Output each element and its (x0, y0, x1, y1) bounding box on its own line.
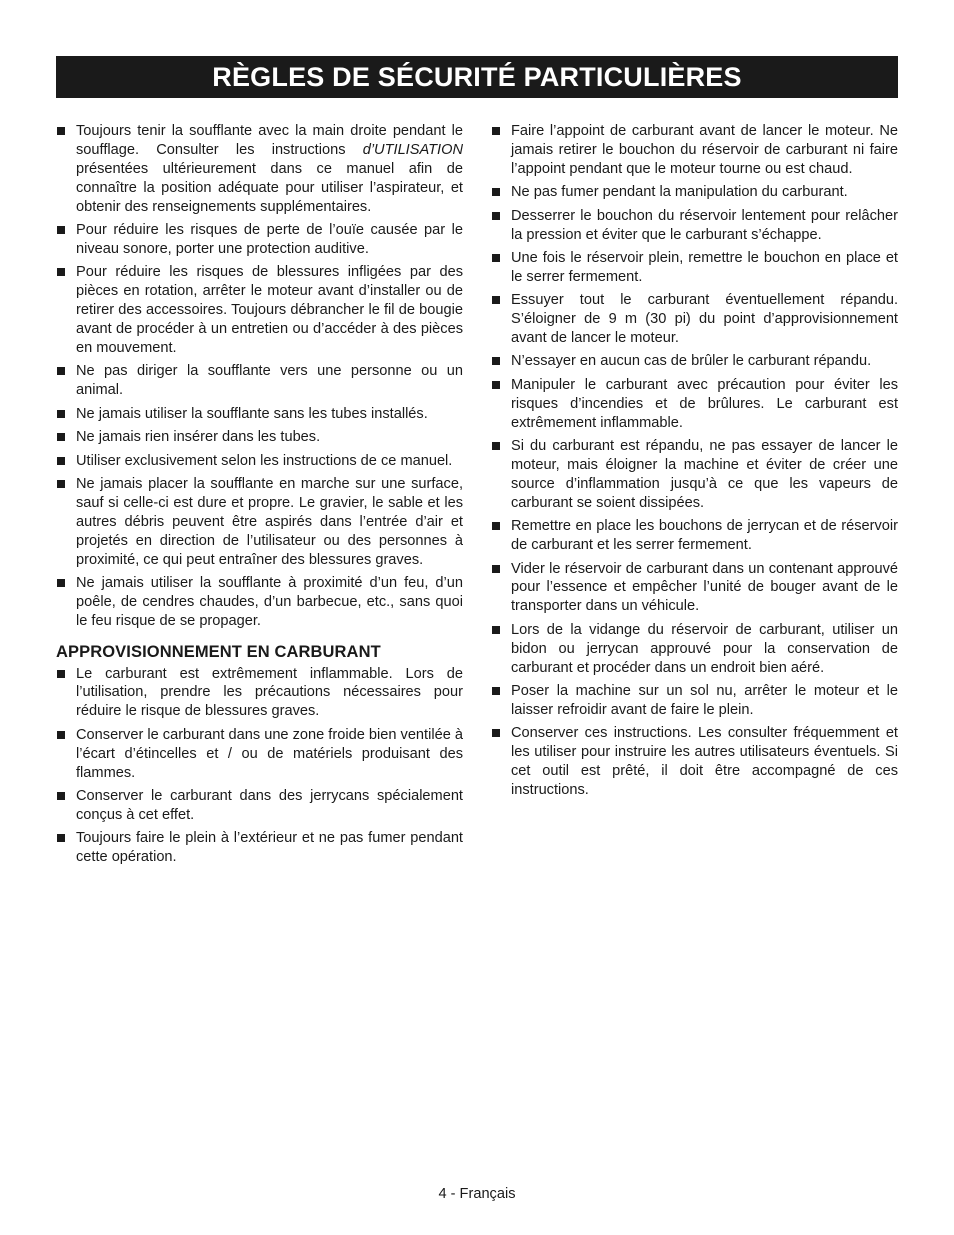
list-item: Une fois le réservoir plein, remettre le bouchon en place et le serrer fermement. (491, 249, 898, 287)
list-item: Essuyer tout le carburant éventuellement répandu. S’éloigner de 9 m (30 pi) du point d’approvisionnement avant de lancer le moteur. (491, 291, 898, 348)
page-title: RÈGLES DE SÉCURITÉ PARTICULIÈRES (56, 56, 898, 98)
square-bullet-icon (57, 579, 65, 587)
fuel-rules-list (56, 665, 463, 868)
list-item: Lors de la vidange du réservoir de carburant, utiliser un bidon ou jerrycan approuvé pour la conservation de carburant et procéder dans un endroit bien aéré. (491, 621, 898, 678)
safety-rules-list (56, 122, 463, 631)
list-item: Pour réduire les risques de perte de l’ouïe causée par le niveau sonore, porter une protection auditive. (56, 221, 463, 259)
square-bullet-icon (57, 480, 65, 488)
square-bullet-icon (57, 226, 65, 234)
square-bullet-icon (57, 457, 65, 465)
square-bullet-icon (57, 410, 65, 418)
square-bullet-icon (492, 296, 500, 304)
square-bullet-icon (492, 212, 500, 220)
square-bullet-icon (492, 127, 500, 135)
square-bullet-icon (492, 522, 500, 530)
square-bullet-icon (492, 381, 500, 389)
square-bullet-icon (57, 367, 65, 375)
list-item: Pour réduire les risques de blessures infligées par des pièces en rotation, arrêter le moteur avant d’installer ou de retirer des accessoires. Toujours débrancher le fil de bougie avant de procéder à un entretien ou d’accéder à des pièces en mouvement. (56, 263, 463, 358)
square-bullet-icon (57, 433, 65, 441)
list-item: Remettre en place les bouchons de jerrycan et de réservoir de carburant et les serrer fermement. (491, 517, 898, 555)
list-item: Poser la machine sur un sol nu, arrêter le moteur et le laisser refroidir avant de faire le plein. (491, 682, 898, 720)
square-bullet-icon (492, 687, 500, 695)
left-column (56, 122, 463, 872)
square-bullet-icon (57, 268, 65, 276)
fuel-rules-list-continued (491, 122, 898, 800)
square-bullet-icon (492, 357, 500, 365)
list-item: Ne jamais utiliser la soufflante à proximité d’un feu, d’un poêle, de cendres chaudes, d’un barbecue, etc., sans quoi le feu risque de se propager. (56, 574, 463, 631)
list-item: Ne jamais placer la soufflante en marche sur une surface, sauf si celle-ci est dure et propre. Le gravier, le sable et les autres débris peuvent être aspirés dans l’entrée d’air et projetés en direction de l’utilisateur ou des personnes à proximité, ce qui peut entraîner des blessures graves. (56, 475, 463, 570)
list-item: Vider le réservoir de carburant dans un contenant approuvé pour l’essence et empêcher l’unité de bouger avant de le transporter dans un véhicule. (491, 560, 898, 617)
right-column (491, 122, 898, 804)
list-item: Ne pas fumer pendant la manipulation du carburant. (491, 183, 898, 202)
list-item: Toujours tenir la soufflante avec la main droite pendant le soufflage. Consulter les instructions d’UTILISATION présentées ultérieurement dans ce manuel afin de connaître la position adéquate pour utiliser l’aspirateur, et obtenir des renseignements supplémentaires. (56, 122, 463, 217)
list-item: Desserrer le bouchon du réservoir lentement pour relâcher la pression et éviter que le carburant s’échappe. (491, 207, 898, 245)
square-bullet-icon (492, 565, 500, 573)
list-item: Ne jamais rien insérer dans les tubes. (56, 428, 463, 447)
list-item: Ne jamais utiliser la soufflante sans les tubes installés. (56, 405, 463, 424)
list-item: Utiliser exclusivement selon les instructions de ce manuel. (56, 452, 463, 471)
list-item: Conserver le carburant dans des jerrycans spécialement conçus à cet effet. (56, 787, 463, 825)
list-item: Toujours faire le plein à l’extérieur et ne pas fumer pendant cette opération. (56, 829, 463, 867)
section-heading: APPROVISIONNEMENT EN CARBURANT (56, 642, 381, 661)
square-bullet-icon (57, 731, 65, 739)
list-item: Conserver ces instructions. Les consulter fréquemment et les utiliser pour instruire les autres utilisateurs éventuels. Si cet outil est prêté, il doit être accompagné de ces instructions. (491, 724, 898, 800)
square-bullet-icon (492, 254, 500, 262)
square-bullet-icon (57, 670, 65, 678)
page-footer: 4 - Français (438, 1186, 516, 1202)
list-item: Ne pas diriger la soufflante vers une personne ou un animal. (56, 362, 463, 400)
list-item: Manipuler le carburant avec précaution pour éviter les risques d’incendies et de brûlures. Le carburant est extrêmement inflammable. (491, 376, 898, 433)
list-item: Si du carburant est répandu, ne pas essayer de lancer le moteur, mais éloigner la machine et éviter de créer une source d’inflammation jusqu’à ce que les vapeurs de carburant se soient dissipées. (491, 437, 898, 513)
square-bullet-icon (492, 442, 500, 450)
list-item: Le carburant est extrêmement inflammable. Lors de l’utilisation, prendre les précautions nécessaires pour réduire le risque de blessures graves. (56, 665, 463, 722)
square-bullet-icon (492, 188, 500, 196)
list-item: N’essayer en aucun cas de brûler le carburant répandu. (491, 352, 898, 371)
square-bullet-icon (492, 729, 500, 737)
square-bullet-icon (492, 626, 500, 634)
list-item: Faire l’appoint de carburant avant de lancer le moteur. Ne jamais retirer le bouchon du réservoir de carburant ni faire l’appoint pendant que le moteur tourne ou est chaud. (491, 122, 898, 179)
list-item: Conserver le carburant dans une zone froide bien ventilée à l’écart d’étincelles et / ou de matériels produisant des flammes. (56, 726, 463, 783)
square-bullet-icon (57, 127, 65, 135)
square-bullet-icon (57, 834, 65, 842)
square-bullet-icon (57, 792, 65, 800)
